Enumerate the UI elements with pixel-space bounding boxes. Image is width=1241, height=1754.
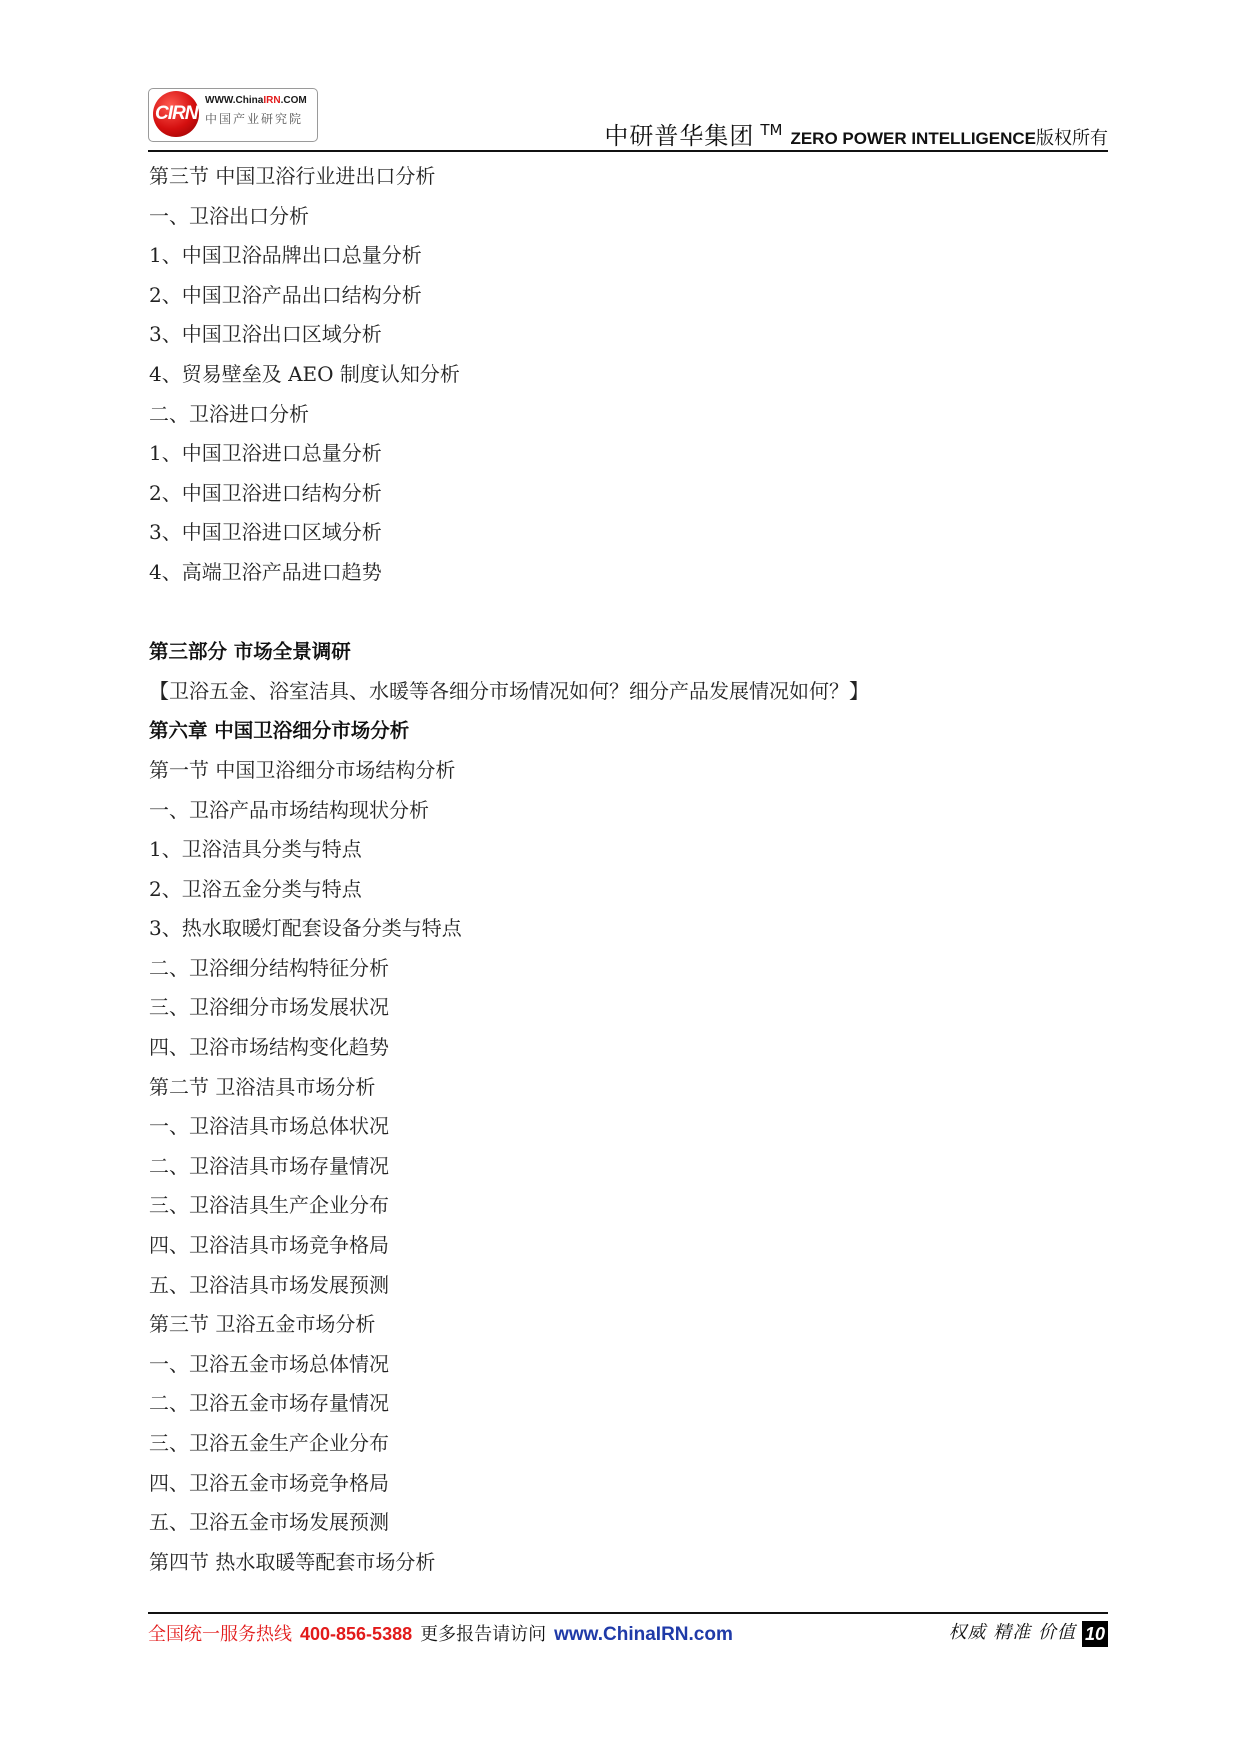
page-number: 10: [1082, 1621, 1108, 1647]
subsection-item: 三、卫浴洁具生产企业分布: [149, 1193, 389, 1218]
brand-name-en: ZERO POWER INTELLIGENCE: [790, 129, 1036, 148]
list-item: 4、高端卫浴产品进口趋势: [149, 559, 382, 584]
subsection-item: 一、卫浴产品市场结构现状分析: [149, 797, 429, 822]
subsection-item: 四、卫浴洁具市场竞争格局: [149, 1233, 389, 1258]
list-item: 4、贸易壁垒及 AEO 制度认知分析: [149, 361, 460, 386]
cirn-logo: [148, 88, 318, 142]
list-item: 3、中国卫浴进口区域分析: [149, 520, 382, 545]
list-item: 1、中国卫浴进口总量分析: [149, 441, 382, 466]
subsection-item: 三、卫浴五金生产企业分布: [149, 1431, 389, 1455]
subsection-item: 三、卫浴细分市场发展状况: [149, 995, 389, 1020]
section-heading: 第二节 卫浴洁具市场分析: [149, 1074, 376, 1099]
list-item: 3、中国卫浴出口区域分析: [149, 322, 382, 347]
list-item: 2、中国卫浴产品出口结构分析: [149, 282, 422, 307]
page-footer: [148, 1616, 1108, 1652]
subsection-item: 二、卫浴进口分析: [149, 401, 309, 426]
footer-divider: [148, 1612, 1108, 1614]
list-item: 3、热水取暖灯配套设备分类与特点: [149, 916, 462, 941]
subsection-item: 一、卫浴洁具市场总体状况: [149, 1114, 389, 1139]
list-item: 1、中国卫浴品牌出口总量分析: [149, 243, 422, 268]
part-question: 【卫浴五金、浴室洁具、水暖等各细分市场情况如何？细分产品发展情况如何？】: [149, 678, 869, 703]
brand-title: [604, 116, 1108, 151]
list-item: 2、卫浴五金分类与特点: [149, 876, 362, 901]
section-heading: 第一节 中国卫浴细分市场结构分析: [149, 757, 456, 782]
copyright-notice: 版权所有: [1036, 128, 1108, 149]
more-reports-text: 更多报告请访问: [420, 1624, 547, 1645]
page-header: [148, 84, 1108, 150]
section-heading: 第四节 热水取暖等配套市场分析: [149, 1549, 436, 1574]
list-item: 2、中国卫浴进口结构分析: [149, 480, 382, 505]
hotline-number: 400-856-5388: [300, 1624, 413, 1644]
logo-url: WWW.ChinaIRN.COM: [205, 95, 307, 106]
website-link[interactable]: www.ChinaIRN.com: [554, 1624, 733, 1645]
logo-mark: CIRN: [155, 103, 198, 124]
blank-line: [149, 593, 1109, 633]
subsection-item: 二、卫浴洁具市场存量情况: [149, 1153, 389, 1178]
subsection-item: 一、卫浴五金市场总体情况: [149, 1351, 389, 1376]
list-item: 1、卫浴洁具分类与特点: [149, 837, 362, 862]
toc-list: [149, 157, 1109, 1582]
chapter-heading: 第六章 中国卫浴细分市场分析: [149, 719, 410, 743]
trademark-mark: TM: [760, 121, 783, 139]
subsection-item: 五、卫浴洁具市场发展预测: [149, 1272, 389, 1297]
section-heading: 第三节 卫浴五金市场分析: [149, 1312, 376, 1337]
hotline-label: 全国统一服务热线: [148, 1624, 292, 1645]
subsection-item: 四、卫浴五金市场竞争格局: [149, 1470, 389, 1495]
subsection-item: 二、卫浴细分结构特征分析: [149, 955, 389, 980]
footer-slogan: 权威 精准 价值: [948, 1622, 1076, 1643]
subsection-item: 五、卫浴五金市场发展预测: [149, 1510, 389, 1535]
brand-name-cn: 中研普华集团: [604, 122, 755, 150]
logo-subtitle: 中国产业研究院: [205, 112, 304, 126]
section-heading: 第三节 中国卫浴行业进出口分析: [149, 164, 436, 188]
subsection-item: 一、卫浴出口分析: [149, 203, 309, 228]
subsection-item: 二、卫浴五金市场存量情况: [149, 1391, 389, 1416]
header-divider: [148, 150, 1108, 152]
part-heading: 第三部分 市场全景调研: [149, 640, 351, 664]
subsection-item: 四、卫浴市场结构变化趋势: [149, 1035, 389, 1060]
